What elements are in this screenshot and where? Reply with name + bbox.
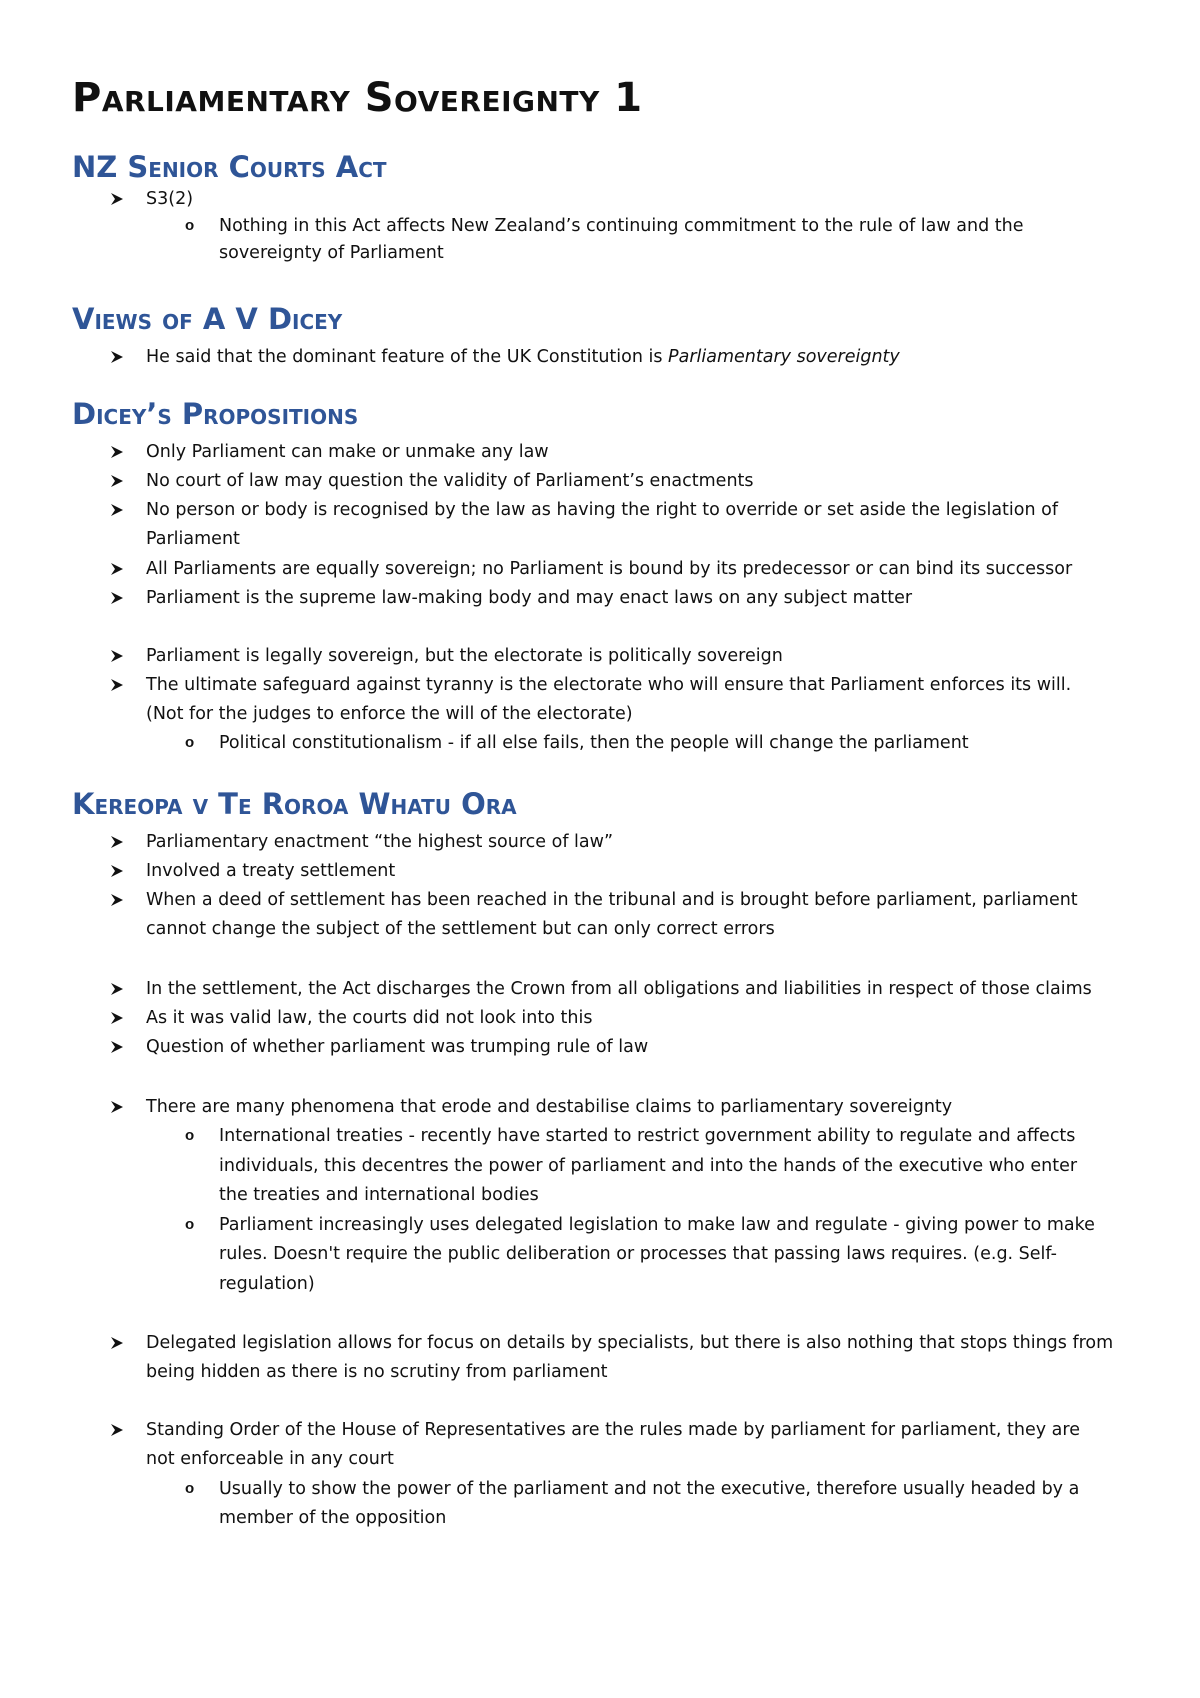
arrowhead-bullet-icon <box>110 835 124 849</box>
bullet-line: not enforceable in any court <box>146 1449 394 1469</box>
bullet-line: Parliament is legally sovereign, but the electorate is politically sovereign <box>146 646 783 666</box>
arrowhead-bullet-icon <box>110 1011 124 1025</box>
sub-bullet-line: individuals, this decentres the power of parliament and into the hands of the executive who enter <box>219 1156 1078 1176</box>
bullet-line: All Parliaments are equally sovereign; no Parliament is bound by its predecessor or can bind its successor <box>146 559 1073 579</box>
bullet-line: Delegated legislation allows for focus on details by specialists, but there is also nothing that stops things from <box>146 1333 1114 1353</box>
sub-bullet-icon: o <box>185 734 195 751</box>
arrowhead-bullet-icon <box>110 893 124 907</box>
bullet-s3-2: S3(2) <box>146 189 194 209</box>
sub-bullet-line: Parliament increasingly uses delegated legislation to make law and regulate - giving power to make <box>219 1215 1095 1235</box>
page-title: Parliamentary Sovereignty 1 <box>72 75 643 121</box>
bullet-line: Only Parliament can make or unmake any law <box>146 442 549 462</box>
emphasis-text: Parliamentary sovereignty <box>668 347 900 367</box>
bullet-line: cannot change the subject of the settlement but can only correct errors <box>146 919 775 939</box>
arrowhead-bullet-icon <box>110 591 124 605</box>
bullet-line: In the settlement, the Act discharges the Crown from all obligations and liabilities in respect of those claims <box>146 979 1092 999</box>
heading-kereopa-case: Kereopa v Te Roroa Whatu Ora <box>72 787 517 821</box>
sub-bullet-line: the treaties and international bodies <box>219 1185 539 1205</box>
arrowhead-bullet-icon <box>110 445 124 459</box>
bullet-line: As it was valid law, the courts did not look into this <box>146 1008 593 1028</box>
sub-bullet-line: member of the opposition <box>219 1508 447 1528</box>
sub-bullet-line: rules. Doesn't require the public deliberation or processes that passing laws requires. (e.g. Self- <box>219 1244 1057 1264</box>
bullet-line: Parliament is the supreme law-making body and may enact laws on any subject matter <box>146 588 913 608</box>
arrowhead-bullet-icon <box>110 350 124 364</box>
bullet-line: Involved a treaty settlement <box>146 861 396 881</box>
sub-bullet-line: sovereignty of Parliament <box>219 243 444 263</box>
sub-bullet-line: Nothing in this Act affects New Zealand’s continuing commitment to the rule of law and the <box>219 216 1024 236</box>
sub-bullet-icon: o <box>185 1480 195 1497</box>
arrowhead-bullet-icon <box>110 1336 124 1350</box>
bullet-line: No person or body is recognised by the law as having the right to override or set aside the legislation of <box>146 500 1059 520</box>
sub-bullet-line: Political constitutionalism - if all else fails, then the people will change the parliament <box>219 733 969 753</box>
sub-bullet-icon: o <box>185 217 195 234</box>
bullet-line: When a deed of settlement has been reached in the tribunal and is brought before parliament, parliament <box>146 890 1078 910</box>
bullet-line: Standing Order of the House of Representatives are the rules made by parliament for parliament, they are <box>146 1420 1080 1440</box>
sub-bullet-icon: o <box>185 1127 195 1144</box>
heading-diceys-propositions: Dicey’s Propositions <box>72 397 359 431</box>
arrowhead-bullet-icon <box>110 649 124 663</box>
arrowhead-bullet-icon <box>110 562 124 576</box>
bullet-line: The ultimate safeguard against tyranny is the electorate who will ensure that Parliament enforces its will. <box>146 675 1072 695</box>
bullet-line: Parliamentary enactment “the highest source of law” <box>146 832 614 852</box>
bullet-line: being hidden as there is no scrutiny from parliament <box>146 1362 608 1382</box>
bullet-line: Parliament <box>146 529 240 549</box>
arrowhead-bullet-icon <box>110 982 124 996</box>
bullet-line: No court of law may question the validity of Parliament’s enactments <box>146 471 754 491</box>
arrowhead-bullet-icon <box>110 1100 124 1114</box>
bullet-line: Question of whether parliament was trumping rule of law <box>146 1037 649 1057</box>
arrowhead-bullet-icon <box>110 474 124 488</box>
arrowhead-bullet-icon <box>110 864 124 878</box>
arrowhead-bullet-icon <box>110 1040 124 1054</box>
sub-bullet-icon: o <box>185 1216 195 1233</box>
heading-views-of-dicey: Views of A V Dicey <box>72 302 343 336</box>
sub-bullet-line: regulation) <box>219 1274 315 1294</box>
arrowhead-bullet-icon <box>110 192 124 206</box>
bullet-line: There are many phenomena that erode and destabilise claims to parliamentary sovereignty <box>146 1097 953 1117</box>
arrowhead-bullet-icon <box>110 1423 124 1437</box>
heading-nz-senior-courts-act: NZ Senior Courts Act <box>72 150 387 184</box>
bullet-dominant-feature: He said that the dominant feature of the UK Constitution is Parliamentary sovereignty <box>146 347 900 367</box>
arrowhead-bullet-icon <box>110 503 124 517</box>
sub-bullet-line: Usually to show the power of the parliament and not the executive, therefore usually headed by a <box>219 1479 1080 1499</box>
arrowhead-bullet-icon <box>110 678 124 692</box>
bullet-line: (Not for the judges to enforce the will of the electorate) <box>146 704 633 724</box>
sub-bullet-line: International treaties - recently have started to restrict government ability to regulate and affects <box>219 1126 1076 1146</box>
